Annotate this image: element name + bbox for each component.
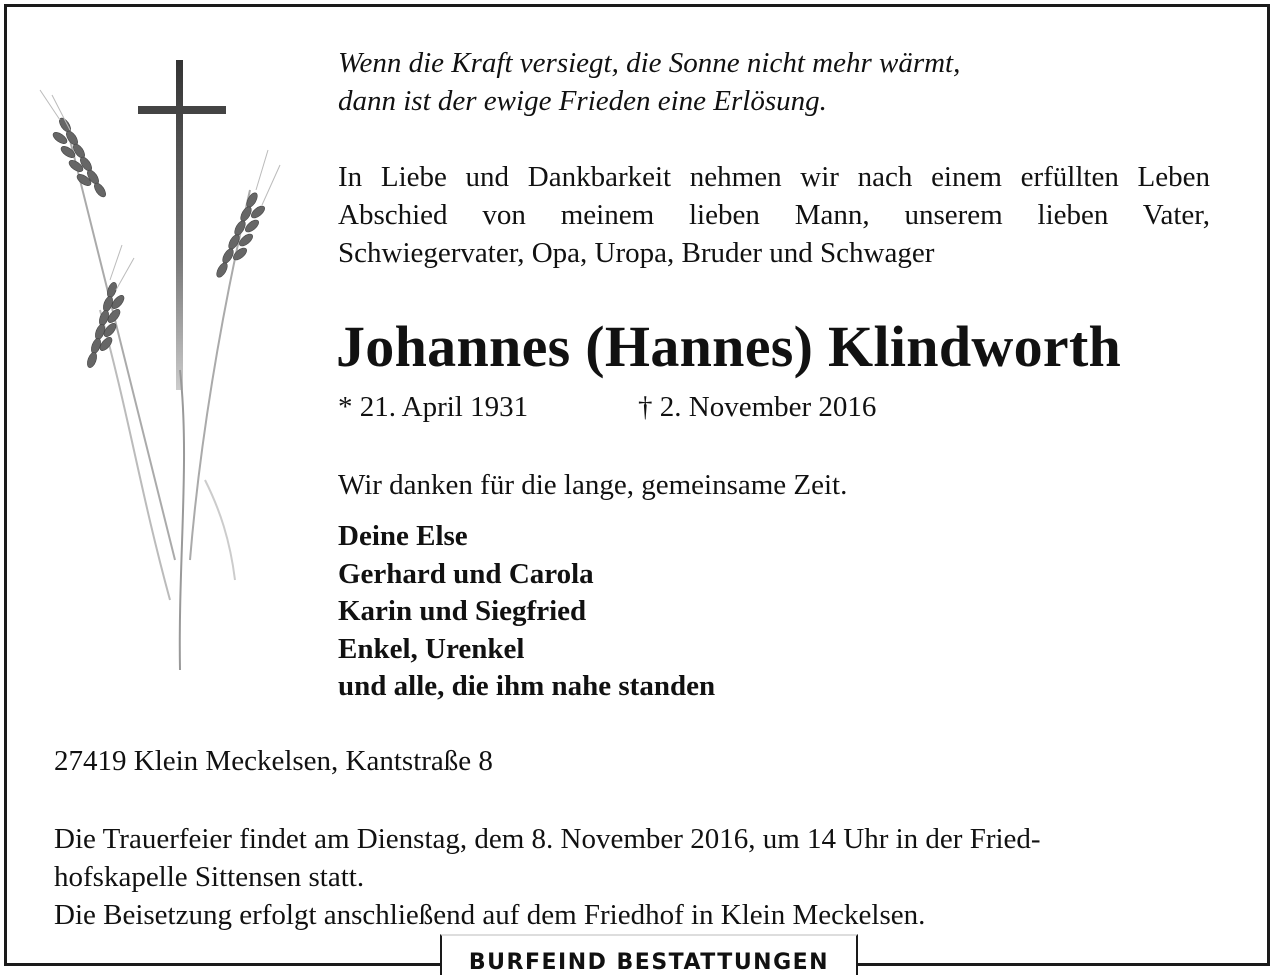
- motto-verse: [338, 44, 1218, 120]
- service-line-3: Die Beisetzung erfolgt anschließend auf dem Friedhof in Klein Meckelsen.: [54, 899, 926, 931]
- intro-text: In Liebe und Dankbarkeit nehmen wir nach einem erfüllten Leben Abschied von meinem lieben Mann, unserem lieben Vater, Schwiegervater, Opa, Uropa, Bruder und Schwager: [338, 161, 1210, 269]
- death-date: † 2. November 2016: [638, 391, 877, 423]
- mourners-list: [338, 518, 715, 706]
- service-line-2: hofskapelle Sittensen statt.: [54, 861, 365, 893]
- birth-date: * 21. April 1931: [338, 391, 529, 423]
- funeral-home-logo: [440, 934, 858, 975]
- family-address: 27419 Klein Meckelsen, Kantstraße 8: [54, 745, 493, 777]
- mourner-item: Gerhard und Carola: [338, 557, 594, 590]
- deceased-name: Johannes (Hannes) Klindworth: [336, 314, 1122, 379]
- mourner-item: Enkel, Urenkel: [338, 632, 525, 665]
- service-line-1: Die Trauerfeier findet am Dienstag, dem 8. November 2016, um 14 Uhr in der Fried-: [54, 823, 1041, 855]
- funeral-home-name: BURFEIND BESTATTUNGEN: [468, 950, 830, 975]
- mourner-item: und alle, die ihm nahe standen: [338, 670, 716, 702]
- mourner-item: Karin und Siegfried: [338, 595, 587, 627]
- motto-line-1: Wenn die Kraft versiegt, die Sonne nicht mehr wärmt,: [338, 47, 961, 79]
- mourner-item: Deine Else: [338, 520, 468, 552]
- cross-with-wheat-icon: [30, 40, 290, 680]
- motto-line-2: dann ist der ewige Frieden eine Erlösung.: [338, 85, 827, 117]
- thanks-line: Wir danken für die lange, gemeinsame Zeit.: [338, 469, 848, 501]
- funeral-service-info: [54, 820, 1210, 934]
